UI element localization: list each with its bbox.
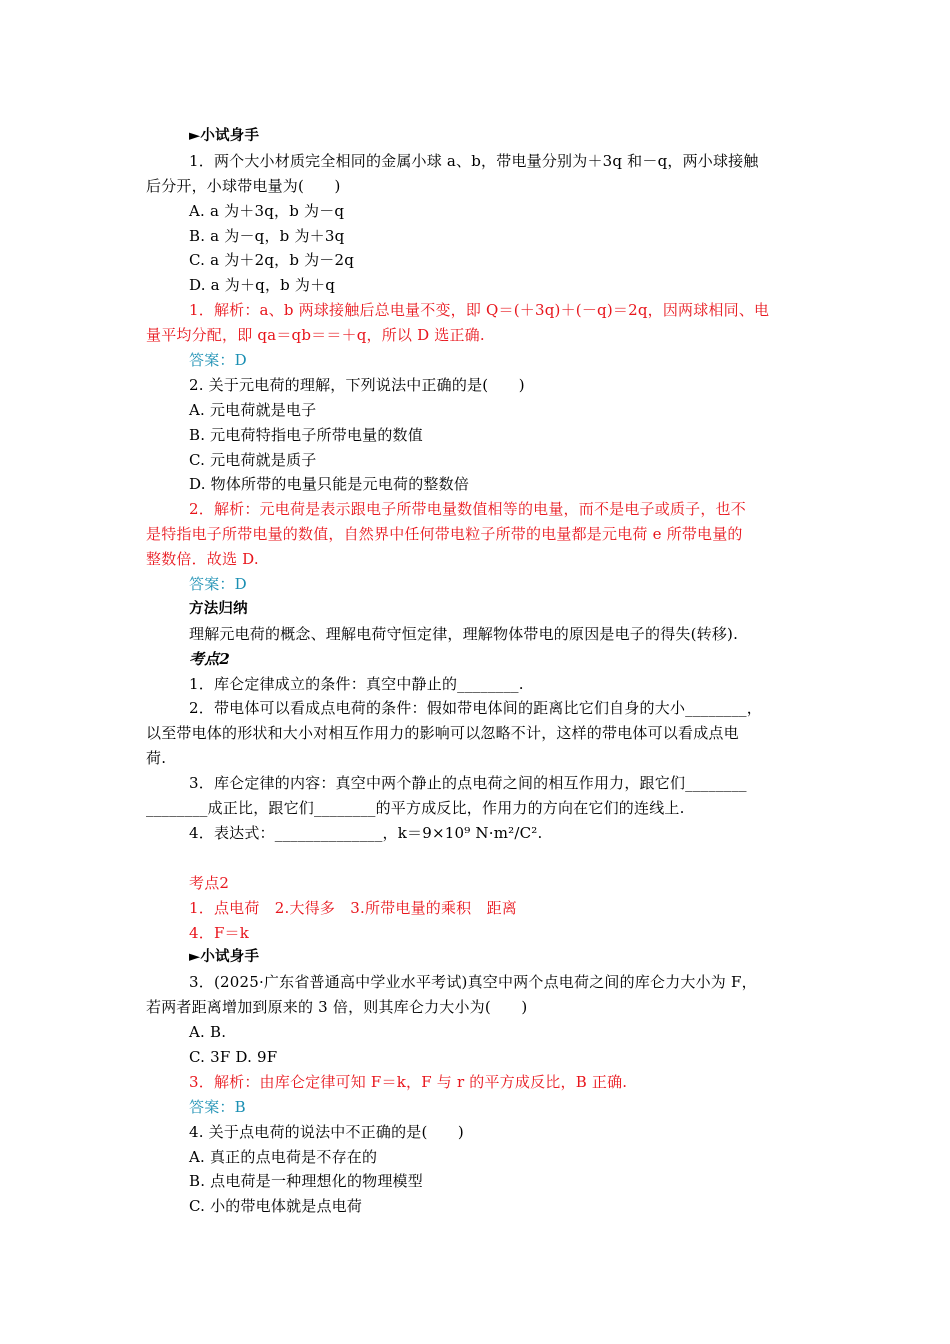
- section-header: ►小试身手: [189, 128, 260, 144]
- question-1-stem: 1．两个大小材质完全相同的金属小球 a、b，带电量分别为＋3q 和－q，两小球接触: [189, 151, 759, 170]
- question-4-stem: 4. 关于点电荷的说法中不正确的是( ): [189, 1122, 464, 1141]
- question-1-analysis: 1．解析：a、b 两球接触后总电量不变，即 Q＝(＋3q)＋(－q)＝2q，因两球相同、电: [189, 301, 770, 320]
- answer-key-line-1: 1．点电荷 2.大得多 3.所带电量的乘积 距离: [189, 898, 517, 917]
- point-1: 1．库仑定律成立的条件：真空中静止的________.: [189, 674, 524, 693]
- question-2-analysis-end: 整数倍．故选 D.: [146, 550, 259, 569]
- method-text: 理解元电荷的概念、理解电荷守恒定律，理解物体带电的原因是电子的得失(转移).: [189, 624, 739, 643]
- answer-key-line-2: 4．F＝k: [189, 923, 250, 942]
- method-title: 方法归纳: [189, 600, 248, 617]
- question-2-option-c: C. 元电荷就是质子: [189, 450, 317, 469]
- question-4-option-b: B. 点电荷是一种理想化的物理模型: [189, 1172, 423, 1191]
- question-4-option-c: C. 小的带电体就是点电荷: [189, 1197, 363, 1216]
- question-1-answer: 答案：D: [189, 351, 247, 370]
- question-2-option-a: A. 元电荷就是电子: [189, 400, 317, 419]
- question-3-options-cd: C. 3F D. 9F: [189, 1047, 278, 1066]
- question-3-stem-cont: 若两者距离增加到原来的 3 倍，则其库仑力大小为( ): [146, 998, 528, 1017]
- question-1-option-a: A. a 为＋3q，b 为－q: [189, 201, 345, 220]
- question-2-stem: 2. 关于元电荷的理解，下列说法中正确的是( ): [189, 375, 525, 394]
- document-page: [146, 124, 810, 1219]
- question-1-stem-cont: 后分开，小球带电量为( ): [146, 176, 341, 195]
- point-3: 3．库仑定律的内容：真空中两个静止的点电荷之间的相互作用力，跟它们________: [189, 774, 747, 793]
- point-2-end: 荷.: [146, 749, 167, 768]
- question-4-option-a: A. 真正的点电荷是不存在的: [189, 1147, 378, 1166]
- point-4: 4．表达式：______________，k＝9×10⁹ N·m²/C².: [189, 823, 543, 842]
- question-2-analysis: 2．解析：元电荷是表示跟电子所带电量数值相等的电量，而不是电子或质子，也不: [189, 500, 746, 519]
- point-2: 2．带电体可以看成点电荷的条件：假如带电体间的距离比它们自身的大小________，: [189, 699, 762, 718]
- question-3-options-ab: A. B.: [189, 1023, 227, 1042]
- answer-key-title: 考点2: [189, 873, 230, 892]
- point-title: 考点2: [189, 649, 231, 668]
- question-2-answer: 答案：D: [189, 575, 247, 594]
- question-1-option-b: B. a 为－q，b 为＋3q: [189, 226, 345, 245]
- question-1-option-c: C. a 为＋2q，b 为－2q: [189, 251, 355, 270]
- point-2-cont: 以至带电体的形状和大小对相互作用力的影响可以忽略不计，这样的带电体可以看成点电: [146, 724, 739, 743]
- question-3-answer: 答案：B: [189, 1097, 246, 1116]
- question-1-option-d: D. a 为＋q，b 为＋q: [189, 276, 336, 295]
- question-2-analysis-cont: 是特指电子所带电量的数值，自然界中任何带电粒子所带的电量都是元电荷 e 所带电量的: [146, 525, 743, 544]
- spacer: [146, 846, 810, 871]
- question-3-stem: 3．(2025·广东省普通高中学业水平考试)真空中两个点电荷之间的库仑力大小为 F，: [189, 973, 757, 992]
- question-2-option-d: D. 物体所带的电量只能是元电荷的整数倍: [189, 475, 470, 494]
- question-2-option-b: B. 元电荷特指电子所带电量的数值: [189, 425, 423, 444]
- section-header-2: ►小试身手: [189, 949, 260, 966]
- point-3-cont: ________成正比，跟它们________的平方成反比，作用力的方向在它们的连线上.: [146, 799, 685, 818]
- question-1-analysis-cont: 量平均分配，即 qa＝qb＝＝＋q，所以 D 选正确.: [146, 326, 485, 345]
- question-3-analysis: 3．解析：由库仑定律可知 F＝k，F 与 r 的平方成反比，B 正确.: [189, 1072, 628, 1091]
